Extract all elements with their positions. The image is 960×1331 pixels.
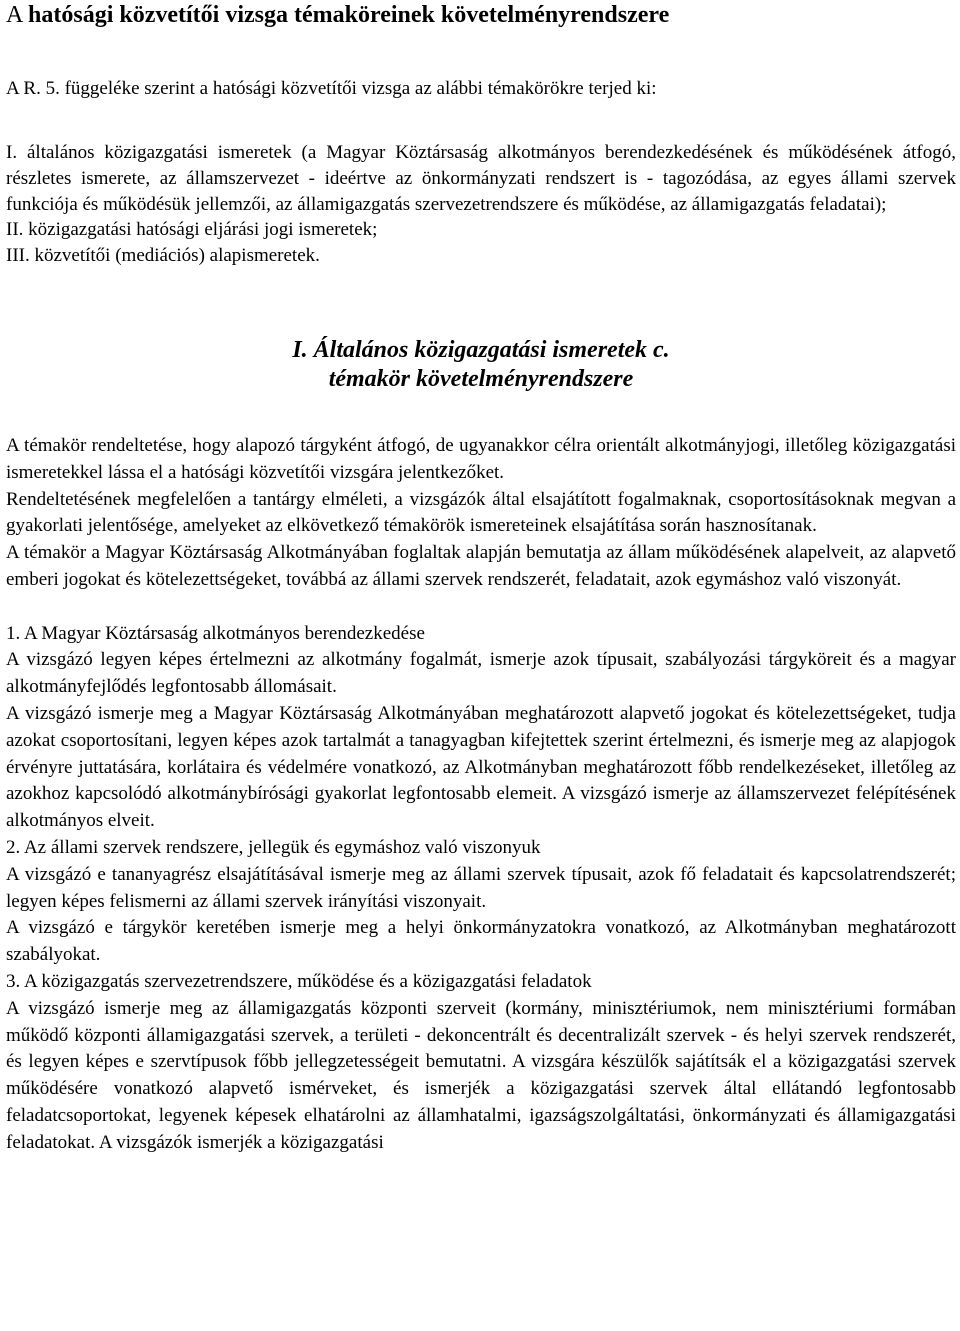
document-title-prefix: A (6, 2, 23, 28)
topic-1-paragraph-1: A vizsgázó legyen képes értelmezni az alkotmány fogalmát, ismerje azok típusait, szabályozási tárgyköreit és a magyar alkotmányfejlődés legfontosabb állomásait. (6, 649, 956, 698)
section-heading-line-1: I. Általános közigazgatási ismeretek c. (292, 337, 670, 363)
intro-sentence: A R. 5. függeléke szerint a hatósági közvetítői vizsga az alábbi témakörökre terjed ki: (6, 78, 657, 99)
document-title-main: hatósági közvetítői vizsga témaköreinek követelményrendszere (28, 2, 670, 28)
section-heading-line-2: témakör követelményrendszere (328, 366, 634, 392)
topic-3-paragraph-1: A vizsgázó ismerje meg az államigazgatás központi szerveit (kormány, minisztériumok, nem minisztériumi formában működő központi államigazgatási szervek, a területi - dekoncentrált és decentralizált szervek - és helyi szervek rendszerét, és legyen képes e szervtípusok főbb jellegzetességeit bemutatni. A vizsgára készülők sajátítsák el a közigazgatási szervek működésére vonatkozó alapvető ismérveket, és ismerjék a közigazgatási szervek által ellátandó legfontosabb feladatcsoportokat, legyenek képesek elhatárolni az államhatalmi, igazságszolgáltatási, önkormányzati és államigazgatási feladatokat. A vizsgázók ismerjék a közigazgatási (6, 997, 956, 1153)
section-body (6, 433, 956, 1157)
paragraph-purpose: A témakör rendeltetése, hogy alapozó tárgyként átfogó, de ugyanakkor célra orientált alkotmányjogi, illetőleg közigazgatási ismeretekkel lássa el a hatósági közvetítői vizsgára jelentkezőket. (6, 435, 956, 483)
document-page (6, 0, 956, 1153)
topic-1-heading: 1. A Magyar Köztársaság alkotmányos berendezkedése (6, 622, 425, 644)
paragraph-function: Rendeltetésének megfelelően a tantárgy elméleti, a vizsgázók által elsajátított fogalmaknak, csoportosításoknak megvan a gyakorlati jelentősége, amelyeket az elkövetkező témakörök ismereteinek elsajátítása során hasznosítanak. (6, 488, 956, 537)
topic-list (6, 140, 956, 269)
topic-2-heading: 2. Az állami szervek rendszere, jellegük és egymáshoz való viszonyuk (6, 836, 541, 858)
paragraph-spacer (6, 594, 956, 621)
topic-list-item-3: III. közvetítői (mediációs) alapismeretek. (6, 245, 320, 267)
topic-list-item-2: II. közigazgatási hatósági eljárási jogi ismeretek; (6, 219, 378, 241)
section-heading (6, 336, 956, 394)
paragraph-scope: A témakör a Magyar Köztársaság Alkotmányában foglaltak alapján bemutatja az állam működésének alapelveit, az alapvető emberi jogokat és kötelezettségeket, továbbá az állami szervek rendszerét, feladatait, azok egymáshoz való viszonyát. (6, 542, 956, 590)
topic-list-item-1: I. általános közigazgatási ismeretek (a Magyar Köztársaság alkotmányos berendezkedésének és működésének átfogó, részletes ismerete, az államszervezet - ideértve az önkormányzati rendszert is - tagozódása, az egyes állami szervek funkciója és működésük jellemzői, az államigazgatás szervezetrendszere és működése, az államigazgatás feladatai); (6, 142, 956, 215)
document-title (6, 0, 956, 29)
topic-2-paragraph-2: A vizsgázó e tárgykör keretében ismerje meg a helyi önkormányzatokra vonatkozó, az Alkotmányban meghatározott szabályokat. (6, 917, 956, 966)
topic-2-paragraph-1: A vizsgázó e tananyagrész elsajátításával ismerje meg az állami szervek típusait, azok fő feladatait és kapcsolatrendszerét; legyen képes felismerni az állami szervek irányítási viszonyait. (6, 863, 956, 912)
topic-3-heading: 3. A közigazgatás szervezetrendszere, működése és a közigazgatási feladatok (6, 970, 592, 992)
topic-1-paragraph-2: A vizsgázó ismerje meg a Magyar Köztársaság Alkotmányában meghatározott alapvető jogokat és kötelezettségeket, tudja azokat csoportosítani, legyen képes azok tartalmát a tanagyagban kifejtettek szerint értelmezni, és ismerje meg az alapjogok érvényre juttatására, korlátaira és védelmére vonatkozó, az Alkotmányban meghatározott főbb rendelkezéseket, illetőleg az azokhoz kapcsolódó alkotmánybírósági gyakorlat legfontosabb elemeit. A vizsgázó ismerje az államszervezet felépítésének alkotmányos elveit. (6, 702, 956, 832)
